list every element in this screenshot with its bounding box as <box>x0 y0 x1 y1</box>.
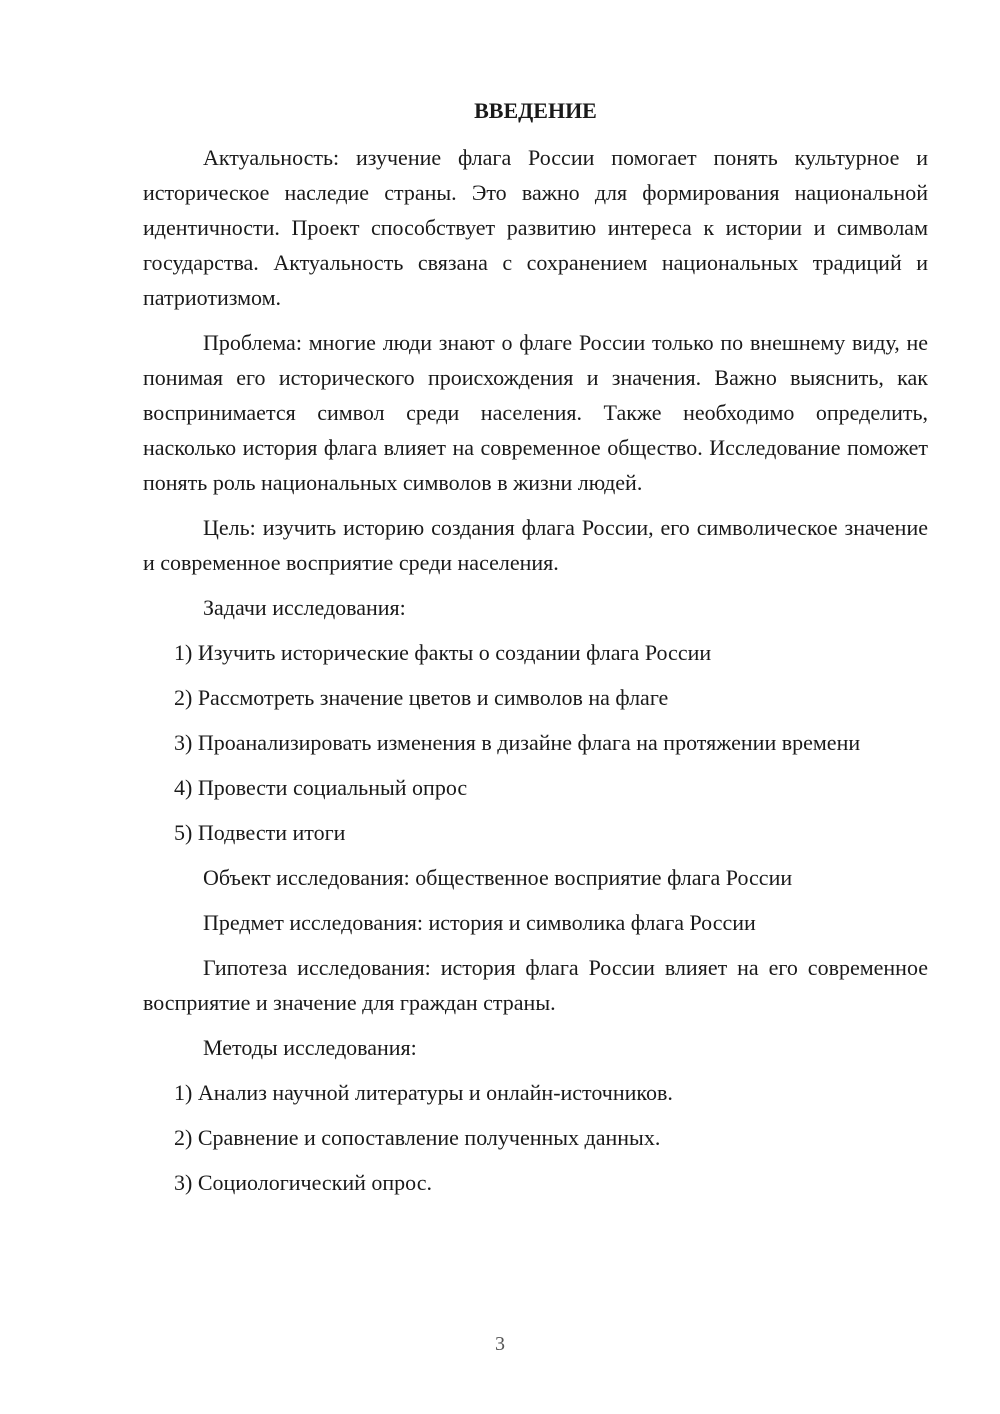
task-item: 1) Изучить исторические факты о создании флага России <box>174 640 712 665</box>
subject-paragraph: Предмет исследования: история и символика флага России <box>203 910 756 935</box>
task-item: 2) Рассмотреть значение цветов и символов на флаге <box>174 685 669 710</box>
task-item: 4) Провести социальный опрос <box>174 775 468 800</box>
page-number: 3 <box>495 1333 505 1355</box>
tasks-heading: Задачи исследования: <box>203 595 406 620</box>
problem-paragraph: Проблема: многие люди знают о флаге России только по внешнему виду, не понимая его исторического происхождения и значения. Важно выяснить, как воспринимается символ среди населения. Также необходимо определить, насколько история флага влияет на современное общество. Исследование поможет понять роль национальных символов в жизни людей. <box>143 330 928 495</box>
relevance-paragraph: Актуальность: изучение флага России помогает понять культурное и историческое наследие страны. Это важно для формирования национальной идентичности. Проект способствует развитию интереса к истории и символам государства. Актуальность связана с сохранением национальных традиций и патриотизмом. <box>143 145 928 310</box>
method-item: 3) Социологический опрос. <box>174 1170 432 1195</box>
object-paragraph: Объект исследования: общественное восприятие флага России <box>203 865 793 890</box>
task-item: 5) Подвести итоги <box>174 820 346 845</box>
methods-heading: Методы исследования: <box>203 1035 417 1060</box>
document-page <box>143 93 928 1210</box>
goal-paragraph: Цель: изучить историю создания флага России, его символическое значение и современное восприятие среди населения. <box>143 515 928 575</box>
method-item: 1) Анализ научной литературы и онлайн-источников. <box>174 1080 673 1105</box>
task-item: 3) Проанализировать изменения в дизайне флага на протяжении времени <box>174 730 861 755</box>
method-item: 2) Сравнение и сопоставление полученных данных. <box>174 1125 661 1150</box>
section-title: ВВЕДЕНИЕ <box>474 98 597 123</box>
hypothesis-paragraph: Гипотеза исследования: история флага России влияет на его современное восприятие и значение для граждан страны. <box>143 955 928 1015</box>
